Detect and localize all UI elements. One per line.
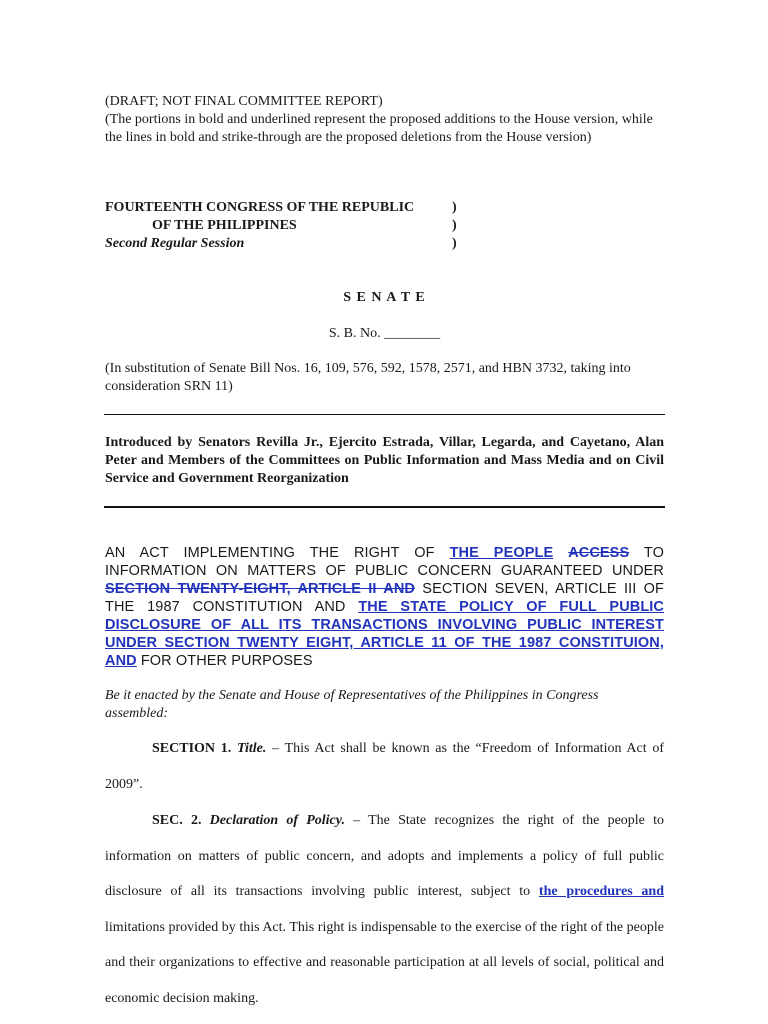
title-part1: AN ACT IMPLEMENTING THE RIGHT OF — [105, 545, 450, 561]
section2-label: SEC. 2. — [152, 813, 202, 828]
congress-row-3 — [105, 235, 465, 253]
draft-note-line1: (DRAFT; NOT FINAL COMMITTEE REPORT) — [105, 94, 383, 109]
congress-line1: FOURTEENTH CONGRESS OF THE REPUBLIC — [105, 200, 415, 215]
chamber-title: S E N A T E — [343, 290, 426, 305]
section2-text2: limitations provided by this Act. This right is indispensable to the exercise of the right of the people and their organizations to effective and reasonable participation at all levels of social, political and economic decision making. — [105, 919, 664, 1006]
section-1 — [105, 731, 664, 802]
title-addition-1: THE PEOPLE — [449, 545, 554, 561]
draft-note-line2: (The portions in bold and underlined represent the proposed additions to the House version, while the lines in bold and strike-through are the proposed deletions from the House version) — [105, 112, 653, 145]
title-deletion-2: SECTION TWENTY-EIGHT, ARTICLE II AND — [105, 581, 416, 597]
congress-line2: OF THE PHILIPPINES — [152, 218, 297, 233]
section1-label: SECTION 1. — [152, 741, 232, 756]
enacting-clause: Be it enacted by the Senate and House of Representatives of the Philippines in Congress assembled: — [105, 688, 599, 721]
title-deletion-1: ACCESS — [568, 545, 630, 561]
title-space — [553, 545, 568, 561]
bill-number: S. B. No. ________ — [328, 326, 441, 341]
draft-note — [105, 93, 664, 147]
introduced-by: Introduced by Senators Revilla Jr., Ejercito Estrada, Villar, Legarda, and Cayetano, Alan Peter and Members of the Committees on Public Information and Mass Media and on Civil Service and Government Reorganization — [105, 435, 664, 486]
divider-bottom — [104, 506, 665, 508]
section-2 — [105, 803, 664, 1016]
session-label: Second Regular Session — [105, 236, 245, 251]
divider-top — [104, 414, 665, 415]
paren-3: ) — [452, 236, 457, 251]
section2-addition: the procedures and — [538, 884, 665, 899]
congress-row-1 — [105, 199, 465, 217]
section2-heading: Declaration of Policy. — [209, 813, 345, 828]
section1-text: – This Act shall be known as the “Freedom of Information Act of 2009”. — [105, 741, 665, 792]
congress-header — [105, 199, 465, 253]
title-addition-2: THE STATE POLICY OF FULL PUBLIC DISCLOSURE OF ALL ITS TRANSACTIONS INVOLVING PUBLIC INTEREST UNDER SECTION TWENTY EIGHT, ARTICLE 11 OF THE 1987 CONSTITUION, AND — [105, 599, 664, 669]
section1-heading: Title. — [236, 741, 267, 756]
title-part3: SECTION SEVEN, ARTICLE III OF THE 1987 CONSTITUTION AND — [105, 581, 664, 615]
act-title — [105, 544, 664, 670]
title-part4: FOR OTHER PURPOSES — [136, 653, 313, 669]
paren-2: ) — [452, 218, 457, 233]
substitution-note: (In substitution of Senate Bill Nos. 16, 109, 576, 592, 1578, 2571, and HBN 3732, taking into consideration SRN 11) — [105, 361, 631, 394]
title-part2: TO INFORMATION ON MATTERS OF PUBLIC CONCERN GUARANTEED UNDER — [105, 545, 664, 579]
congress-row-2 — [105, 217, 465, 235]
section2-text1: – The State recognizes the right of the people to information on matters of public concern, and adopts and implements a policy of full public disclosure of all its transactions involving public interest, subject to — [105, 813, 664, 899]
paren-1: ) — [452, 200, 457, 215]
